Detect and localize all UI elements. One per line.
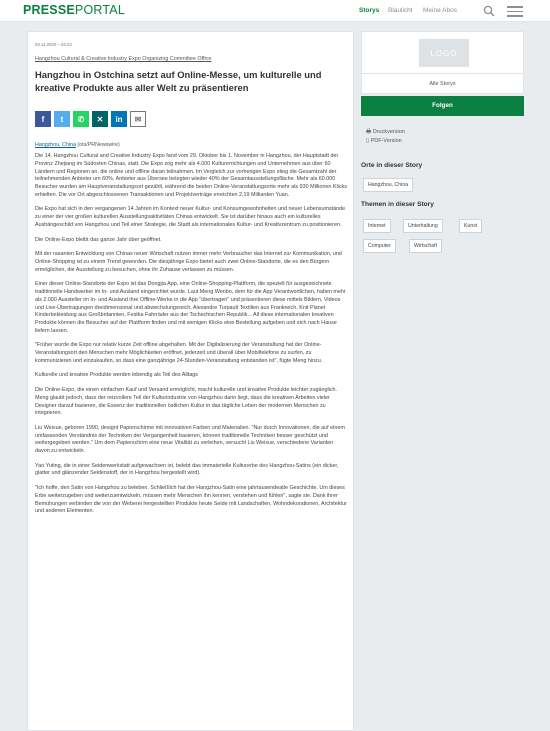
places-heading: Orte in dieser Story bbox=[361, 162, 423, 169]
site-logo[interactable]: PRESSEPORTAL bbox=[23, 3, 125, 17]
search-icon[interactable] bbox=[483, 5, 495, 17]
pdf-version-link[interactable]: ▯ PDF-Version bbox=[366, 138, 402, 144]
tag-topic-computer[interactable]: Computer bbox=[363, 239, 396, 253]
xing-share-icon[interactable]: ✕ bbox=[92, 111, 108, 127]
paragraph: Einer dieser Online-Standorte der Expo ist das Dongjia App, eine Online-Shopping-Plattform, die speziell für ausgezeichnete traditionelle Handwerker im In- und Ausland eingerichtet wurde. Laut Meng Wenbo, dem für die App Verantwortlichen, haben mehr als 2.000 Aussteller im In- und Ausland ihre Offline-Werke in die App "übertragen" und präsentieren diese mittels Bildern, Videos und Live-Übertragungen dreidimensional und abwechslungsreich. Alexandre Turpault Textilien aus Frankreich, Knit Planet Kinderbekleidung aus Großbritannien, Festka Fahrräder aus der Tschechischen Republik... All diese internationalen kreativen Produkte können die Besucher auf der Plattform finden und mit wenigen Klicks eine Bestellung aufgeben und sich nach Hause liefern lassen. bbox=[35, 281, 346, 334]
company-logo-placeholder: LOGO bbox=[419, 39, 469, 67]
byline bbox=[35, 142, 120, 148]
paragraph: Die 14. Hangzhou Cultural and Creative Industry Expo fand vom 29. Oktober bis 1. November in Hangzhou, der Hauptstadt der Provinz Zhejiang im Südosten Chinas, statt. Die Expo zog mehr als 4.000 Kulturerrichtungen und Unternehmen aus über 60 Ländern und Regionen an, die online und offline daran teilnahmen. Im Vergleich zur vorherigen Expo stieg die Gesamtzahl der teilnehmenden Anbieter um 60%. Anbieter aus Übersee belegten wieder 40% der Gesamtausstellungsfläche. Mehr als 60.000 Besucher wurden am Hauptveranstaltungsort gezählt, während die beiden Online-Veranstaltungsorte mehr als 930 Millionen Klicks erhielten. Die vor Ort abgeschlossenen Transaktionen und Projektverträge erreichten 2,19 Milliarden Yuan. bbox=[35, 153, 347, 198]
facebook-share-icon[interactable]: f bbox=[35, 111, 51, 127]
paragraph: Die Expo hat sich in den vergangenen 14 Jahren im Kontext neuer Kultur- und Konsumgewohnheiten und neuer Lebensumstände zu einer der vier großen kulturellen Ausstellungsaktivitäten Chinas entwickelt. Sie ist darüber hinaus auch ein kulturelles Aushängeschild von Hangzhou und Teil einer Strategie, die Stadt als internationales Kultur- und Kreativzentrum zu positionieren. bbox=[35, 206, 346, 229]
byline-source: (ots/PRNewswire) bbox=[77, 142, 120, 148]
top-bar bbox=[0, 0, 550, 22]
document-icon: ▯ bbox=[366, 138, 370, 144]
tag-topic-wirtschaft[interactable]: Wirtschaft bbox=[409, 239, 442, 253]
tag-topic-unterhaltung[interactable]: Unterhaltung bbox=[403, 219, 443, 233]
linkedin-share-icon[interactable]: in bbox=[111, 111, 127, 127]
nav-storys[interactable]: Storys bbox=[359, 7, 380, 14]
email-share-icon[interactable]: ✉ bbox=[130, 111, 146, 127]
nav-meine-abos[interactable]: Meine Abos bbox=[423, 7, 457, 14]
paragraph: Yao Yuting, die in einer Seidenwerkstatt aufgewachsen ist, belebt das immaterielle Kulturerbe des Hangzhou-Satins (ein dicker, glatter und glänzender Seidenstoff, der in Hangzhou hergestellt wird). bbox=[35, 462, 339, 477]
share-bar bbox=[35, 111, 146, 127]
follow-button[interactable]: Folgen bbox=[361, 96, 524, 116]
article-card bbox=[27, 31, 354, 731]
printer-icon: 🖶 bbox=[366, 129, 372, 135]
topics-heading: Themen in dieser Story bbox=[361, 201, 434, 208]
paragraph: "Früher wurde die Expo nur relativ kurze Zeit offline abgehalten. Mit der Digitalisierung der Veranstaltung hat der Online-Veranstaltungsort den Menschen mehr Möglichkeiten eröffnet, jederzeit und überall über Mobiltelefone zu surfen, zu kommunizieren und einzukaufen, so dass eine ganzjährige 24-Stunden-Veranstaltung entstanden ist", fügte Meng hinzu. bbox=[35, 342, 323, 364]
byline-location[interactable]: Hangzhou, China bbox=[35, 142, 76, 148]
article-title: Hangzhou in Ostchina setzt auf Online-Messe, um kulturelle und kreative Produkte aus aller Welt zu präsentieren bbox=[35, 69, 322, 93]
tag-place-hangzhou[interactable]: Hangzhou, China bbox=[363, 178, 413, 192]
whatsapp-share-icon[interactable]: ✆ bbox=[73, 111, 89, 127]
paragraph: Die Online-Expo bleibt das ganze Jahr über geöffnet. bbox=[35, 236, 162, 243]
subheading: Kulturelle und kreative Produkte werden lebendig als Teil des Alltags bbox=[35, 372, 198, 379]
twitter-share-icon[interactable]: t bbox=[54, 111, 70, 127]
all-stories-link[interactable]: Alle Storys bbox=[361, 74, 524, 94]
article-date: 03.11.2020 – 04:23 bbox=[35, 42, 72, 47]
company-logo-box bbox=[361, 31, 524, 74]
organization-link[interactable]: Hangzhou Cultural & Creative Industry Expo Organizing Committee Office bbox=[35, 56, 212, 62]
tag-topic-internet[interactable]: Internet bbox=[363, 219, 391, 233]
article-body bbox=[35, 153, 347, 523]
paragraph: "Ich hoffe, den Satin von Hangzhou zu beleben. Schließlich hat der Hangzhou-Satin eine jahrtausendealte Geschichte. Um dieses Erbe weiterzugeben und weiterzuentwickeln, müssen mehr Menschen ihn kennen, verstehen und fühlen", sagte sie. Dank ihrer Bemühungen verbinden die von der Weberei hergestellten Produkte heute Seide mit Landschaften, Wohndekorationen, Architektur und anderen Elementen. bbox=[35, 484, 347, 515]
hamburger-menu-icon[interactable] bbox=[507, 6, 523, 17]
tag-topic-kunst[interactable]: Kunst bbox=[459, 219, 482, 233]
paragraph: Mit der rasanten Entwicklung von Chinas neuer Wirtschaft nutzen immer mehr Verbraucher das Internet zur Kommunikation, und Online-Shopping ist zu einem Trend geworden. Die diesjährige Expo bietet auch zwei Online-Standorte, die es den Bürgern ermöglichen, die Ausstellung zu besuchen, ohne ihr Zuhause verlassen zu müssen. bbox=[35, 251, 342, 273]
paragraph: Liu Weixue, geboren 1990, designt Papierschirme mit innovativen Farben und Materialien. "Nur durch Innovationen, die auf einem umfassenden Verständnis der Techniken der Vergangenheit basieren, können traditionelle Techniken besser geschützt und weitergegeben werden." Um dem Papierschirm eine neue Vitalität zu verleihen, versucht Liu Weixue, verschiedene Varianten davon zu entwickeln. bbox=[35, 424, 345, 455]
nav-blaulicht[interactable]: Blaulicht bbox=[388, 7, 413, 14]
print-version-link[interactable]: 🖶 Druckversion bbox=[366, 129, 405, 135]
paragraph: Die Online-Expo, die einen einfachen Kauf und Versand ermöglicht, macht kulturelle und kreative Produkte leichter zugänglich. Meng glaubt jedoch, dass der reizvollere Teil der Kulturindustrie von Hangzhou darin liegt, dass die kreativen Arbeiten vieler Designer darauf basieren, die Essenz der traditionellen östlichen Kultur in das tägliche Leben der modernen Menschen zu integrieren. bbox=[35, 386, 338, 417]
